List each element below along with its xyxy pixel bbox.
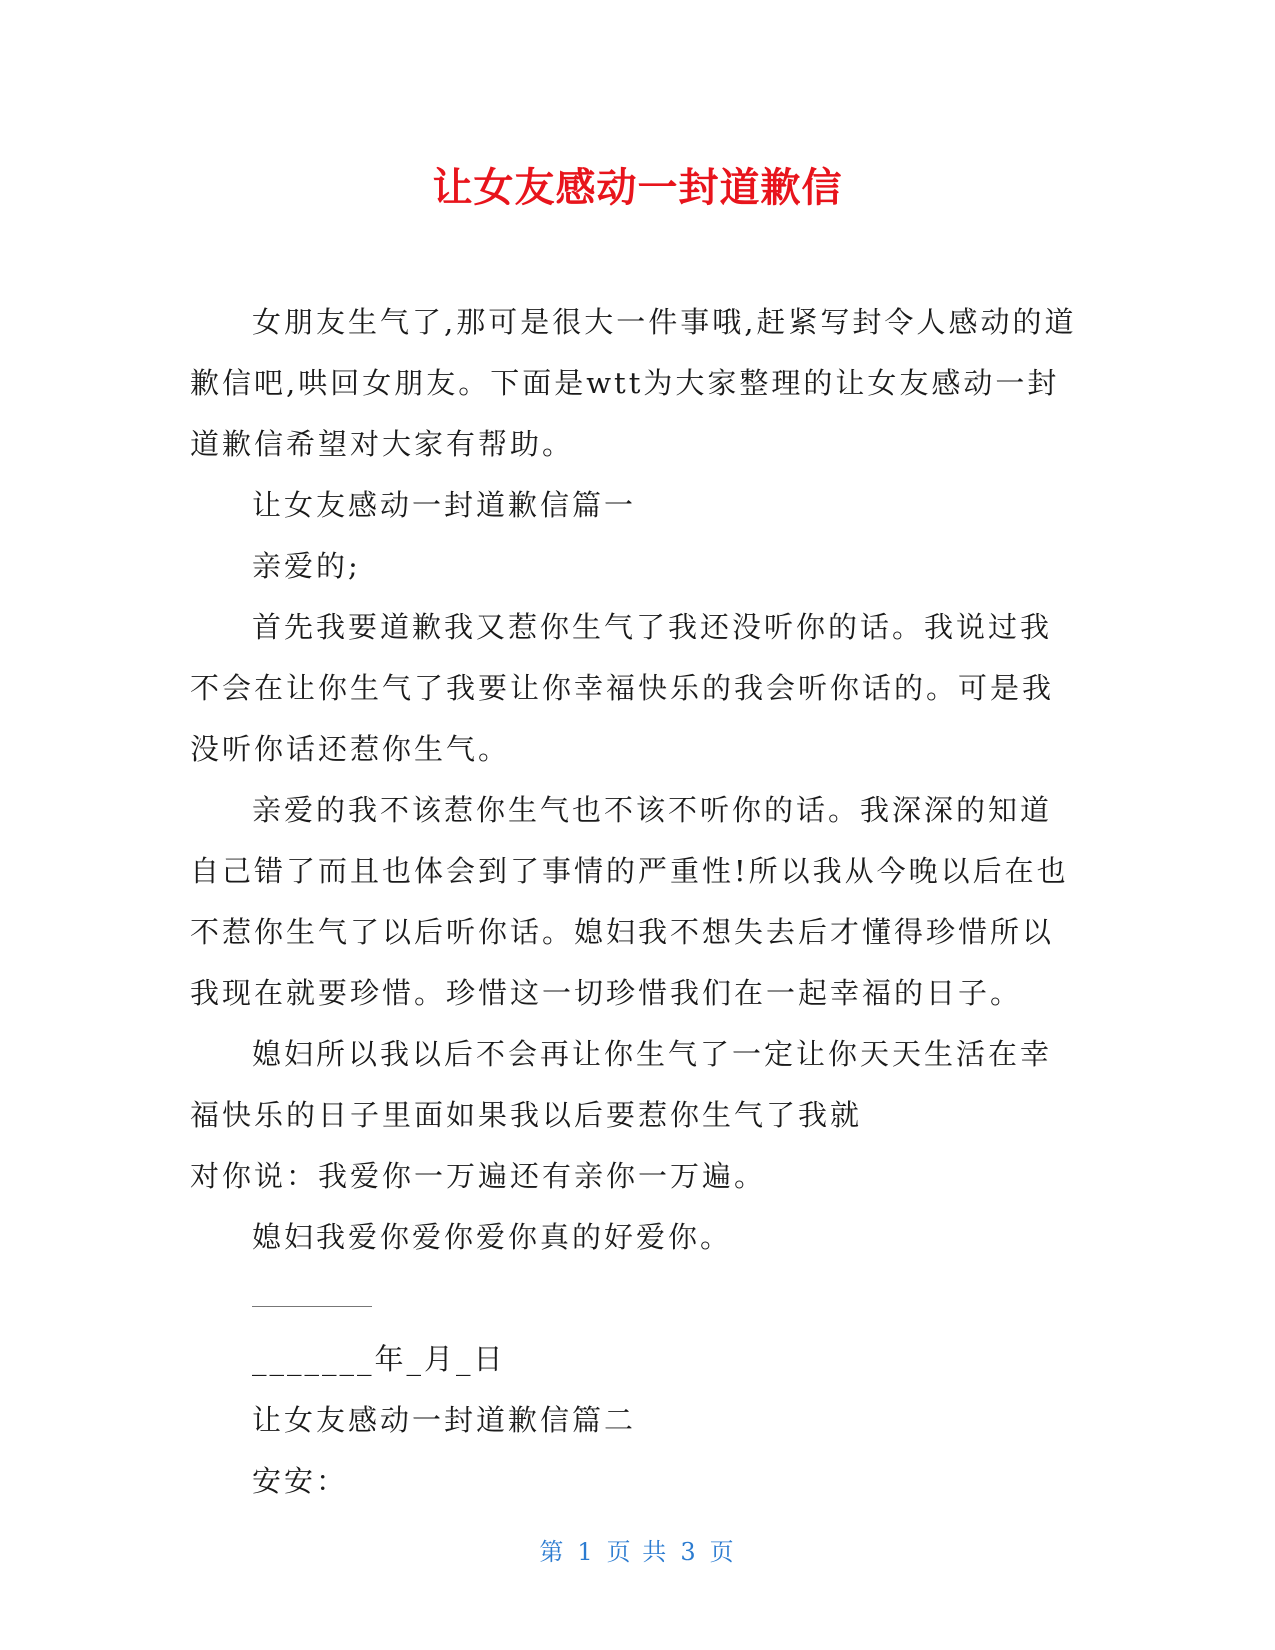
body-paragraph: 对你说：我爱你一万遍还有亲你一万遍。 (190, 1159, 767, 1193)
salutation: 亲爱的; (252, 549, 361, 583)
date-line: _______年_月_日 (252, 1342, 506, 1376)
section2-heading: 让女友感动一封道歉信篇二 (252, 1403, 637, 1437)
footer-label-end: 页 (709, 1538, 736, 1566)
document-title: 让女友感动一封道歉信 (432, 165, 843, 211)
closing-paragraph: 媳妇我爱你爱你爱你真的好爱你。 (252, 1220, 733, 1254)
footer-current-page: 1 (577, 1538, 595, 1566)
signature-line (252, 1268, 372, 1329)
document-body (190, 292, 1080, 1512)
page-footer (0, 1536, 1275, 1568)
section2-salutation: 安安： (252, 1464, 349, 1498)
body-paragraph: 媳妇所以我以后不会再让你生气了一定让你天天生活在幸福快乐的日子里面如果我以后要惹你生气了我就 (190, 1037, 1053, 1132)
body-paragraph: 亲爱的我不该惹你生气也不该不听你的话。我深深的知道自己错了而且也体会到了事情的严重性!所以我从今晚以后在也不惹你生气了以后听你话。媳妇我不想失去后才懂得珍惜所以我现在就要珍惜。珍惜这一切珍惜我们在一起幸福的日子。 (190, 793, 1069, 1010)
footer-label-of: 页 共 (606, 1538, 669, 1566)
footer-total-pages: 3 (680, 1538, 698, 1566)
body-paragraph: 首先我要道歉我又惹你生气了我还没听你的话。我说过我不会在让你生气了我要让你幸福快乐的我会听你话的。可是我没听你话还惹你生气。 (190, 610, 1055, 766)
intro-paragraph: 女朋友生气了,那可是很大一件事哦,赶紧写封令人感动的道歉信吧,哄回女朋友。下面是wtt为大家整理的让女友感动一封道歉信希望对大家有帮助。 (190, 305, 1077, 461)
footer-label-page: 第 (539, 1538, 566, 1566)
section1-heading: 让女友感动一封道歉信篇一 (252, 488, 637, 522)
